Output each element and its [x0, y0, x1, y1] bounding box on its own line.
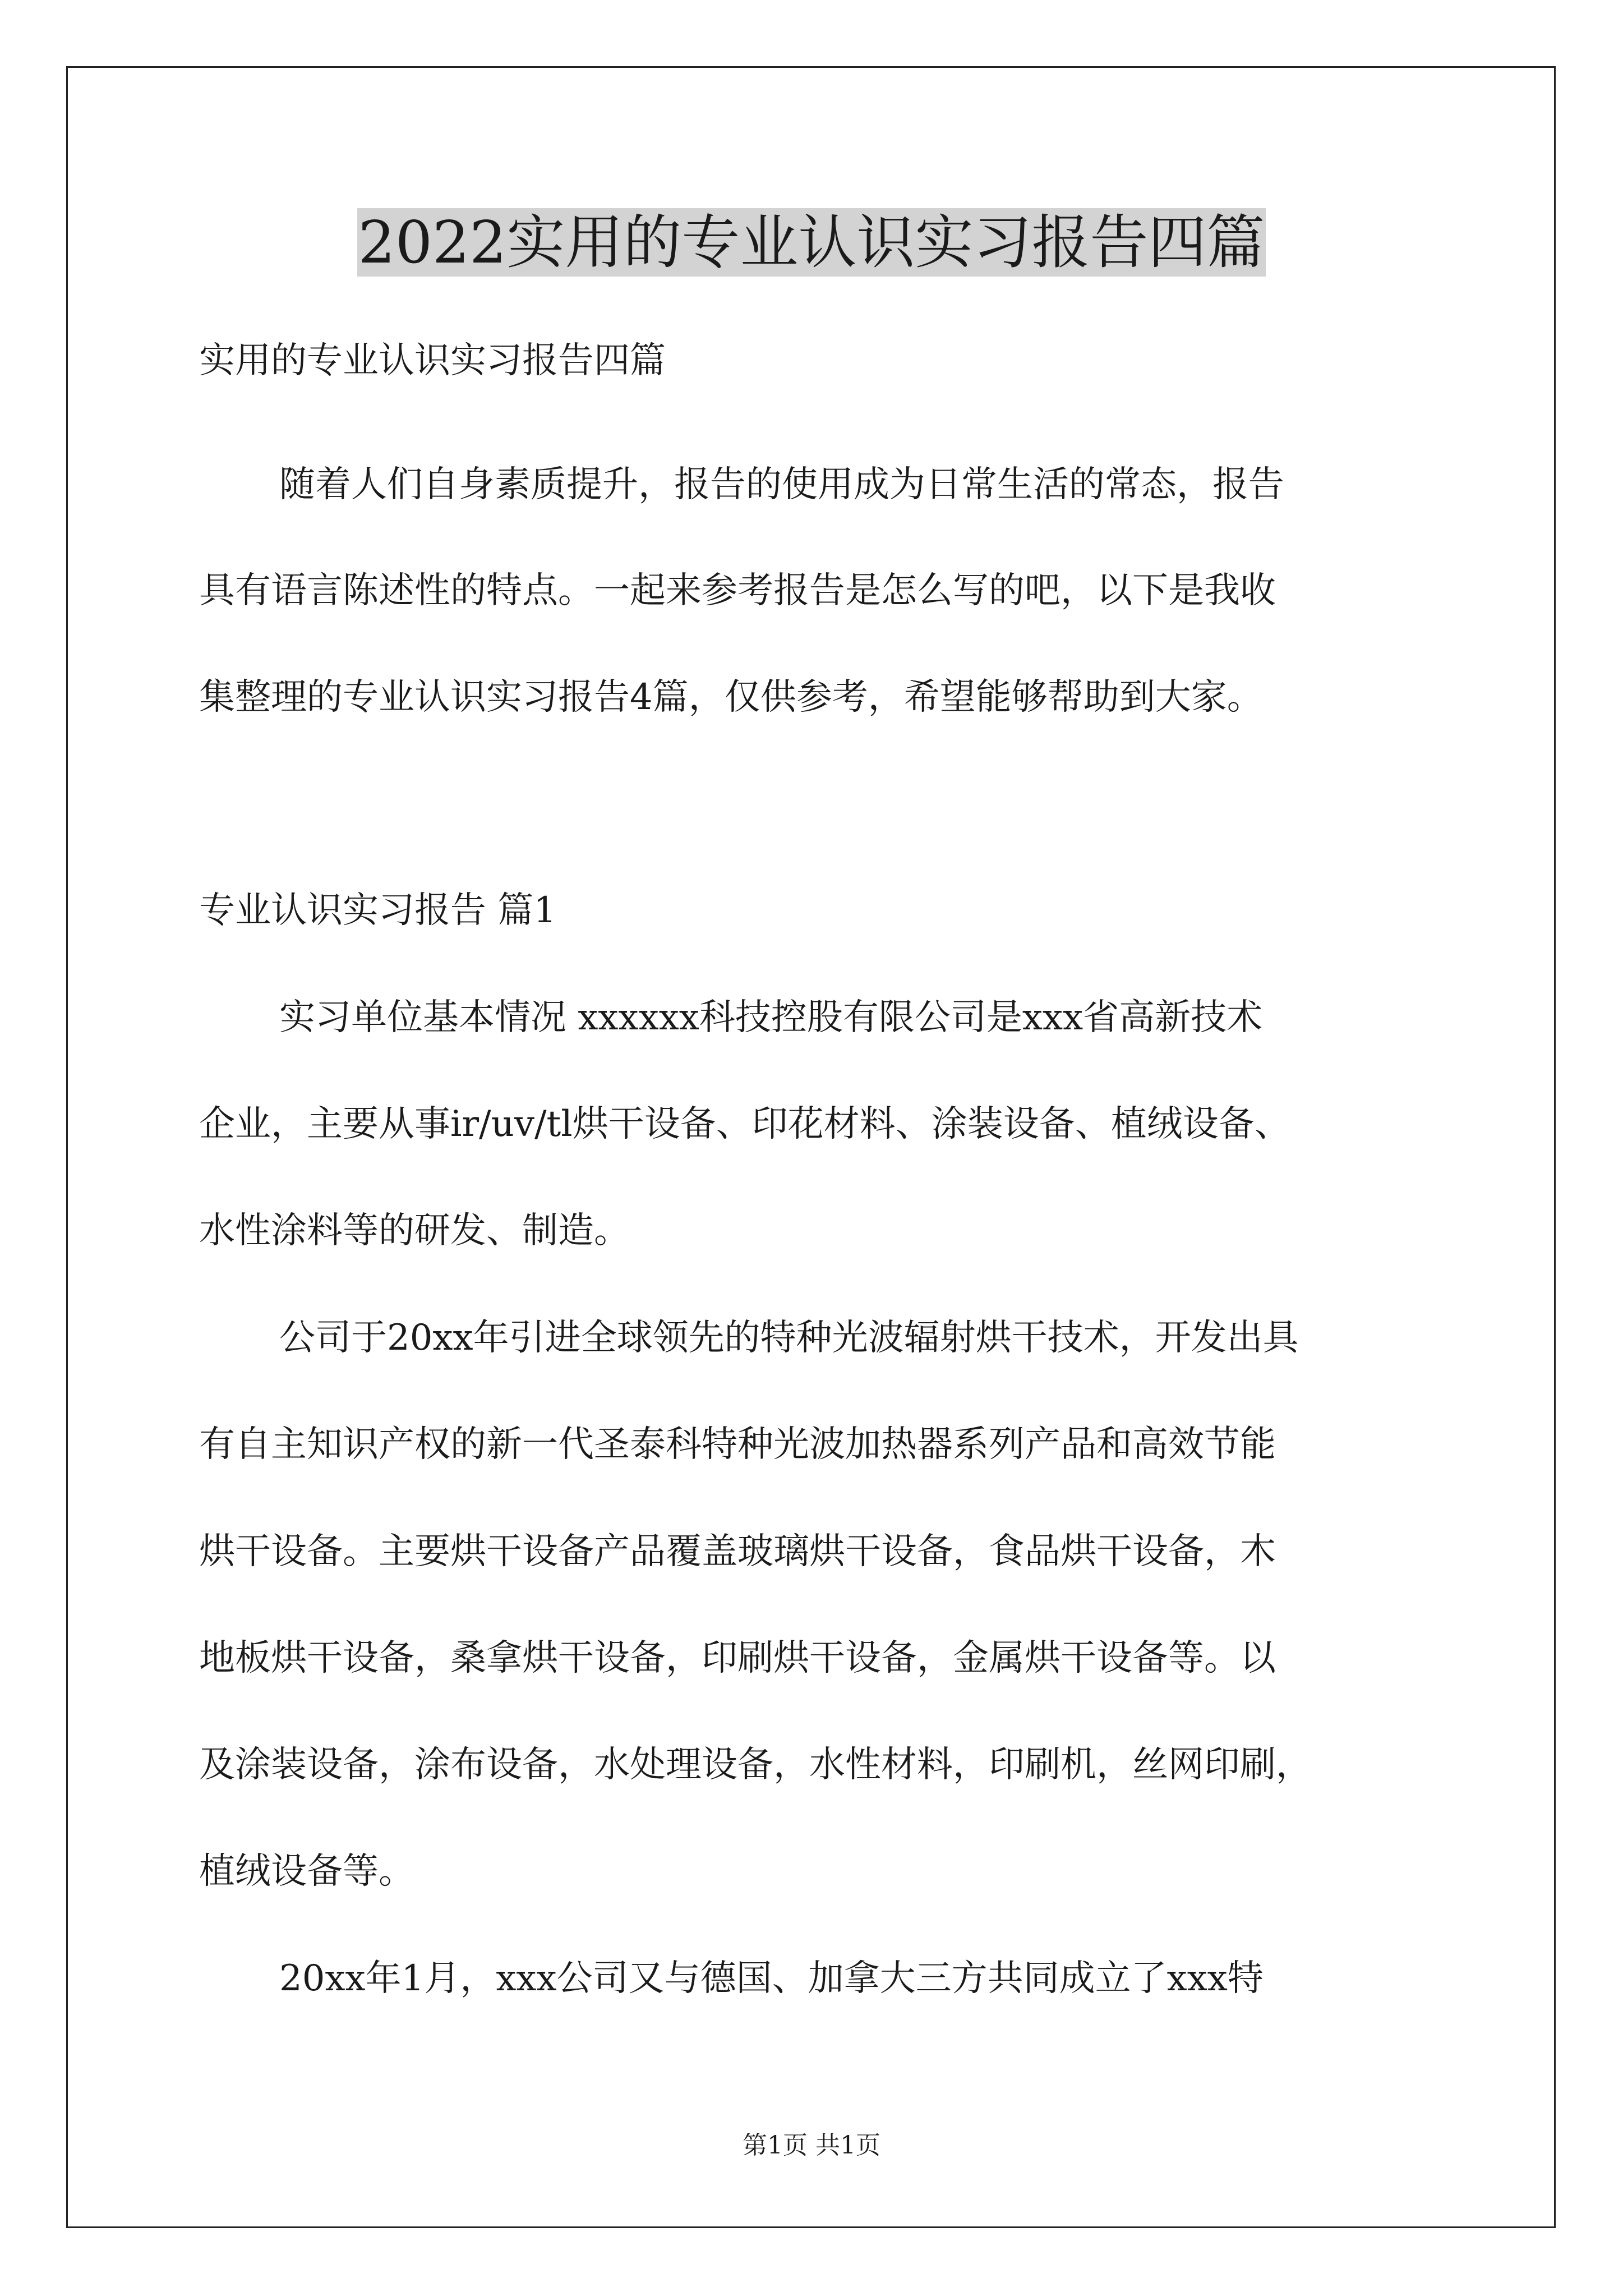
body-line-3: 水性涂料等的研发、制造。: [199, 1210, 630, 1251]
intro-line-2: 具有语言陈述性的特点。一起来参考报告是怎么写的吧，以下是我收: [199, 570, 1276, 611]
intro-line-3: 集整理的专业认识实习报告4篇，仅供参考，希望能够帮助到大家。: [199, 677, 1263, 718]
body-line-4: 公司于20xx年引进全球领先的特种光波辐射烘干技术，开发出具: [279, 1317, 1299, 1359]
body-line-1: 实习单位基本情况 xxxxxx科技控股有限公司是xxx省高新技术: [279, 997, 1263, 1038]
body-line-6: 烘干设备。主要烘干设备产品覆盖玻璃烘干设备，食品烘干设备，木: [199, 1531, 1276, 1572]
intro-line-1: 随着人们自身素质提升，报告的使用成为日常生活的常态，报告: [279, 464, 1284, 505]
body-line-2: 企业，主要从事ir/uv/tl烘干设备、印花材料、涂装设备、植绒设备、: [199, 1103, 1290, 1145]
page-border: [66, 66, 1556, 2228]
section-heading: 专业认识实习报告 篇1: [199, 890, 557, 931]
page-number-footer: 第1页 共1页: [743, 2131, 880, 2160]
body-line-7: 地板烘干设备，桑拿烘干设备，印刷烘干设备，金属烘干设备等。以: [199, 1637, 1276, 1679]
body-line-10: 20xx年1月，xxx公司又与德国、加拿大三方共同成立了xxx特: [279, 1958, 1264, 1999]
subtitle-line: 实用的专业认识实习报告四篇: [199, 340, 666, 381]
body-line-8: 及涂装设备，涂布设备，水处理设备，水性材料，印刷机，丝网印刷，: [199, 1744, 1312, 1786]
document-title: [0, 203, 1623, 282]
body-line-5: 有自主知识产权的新一代圣泰科特种光波加热器系列产品和高效节能: [199, 1424, 1276, 1465]
body-line-9: 植绒设备等。: [199, 1851, 414, 1892]
document-title-text: 2022实用的专业认识实习报告四篇: [358, 208, 1265, 277]
